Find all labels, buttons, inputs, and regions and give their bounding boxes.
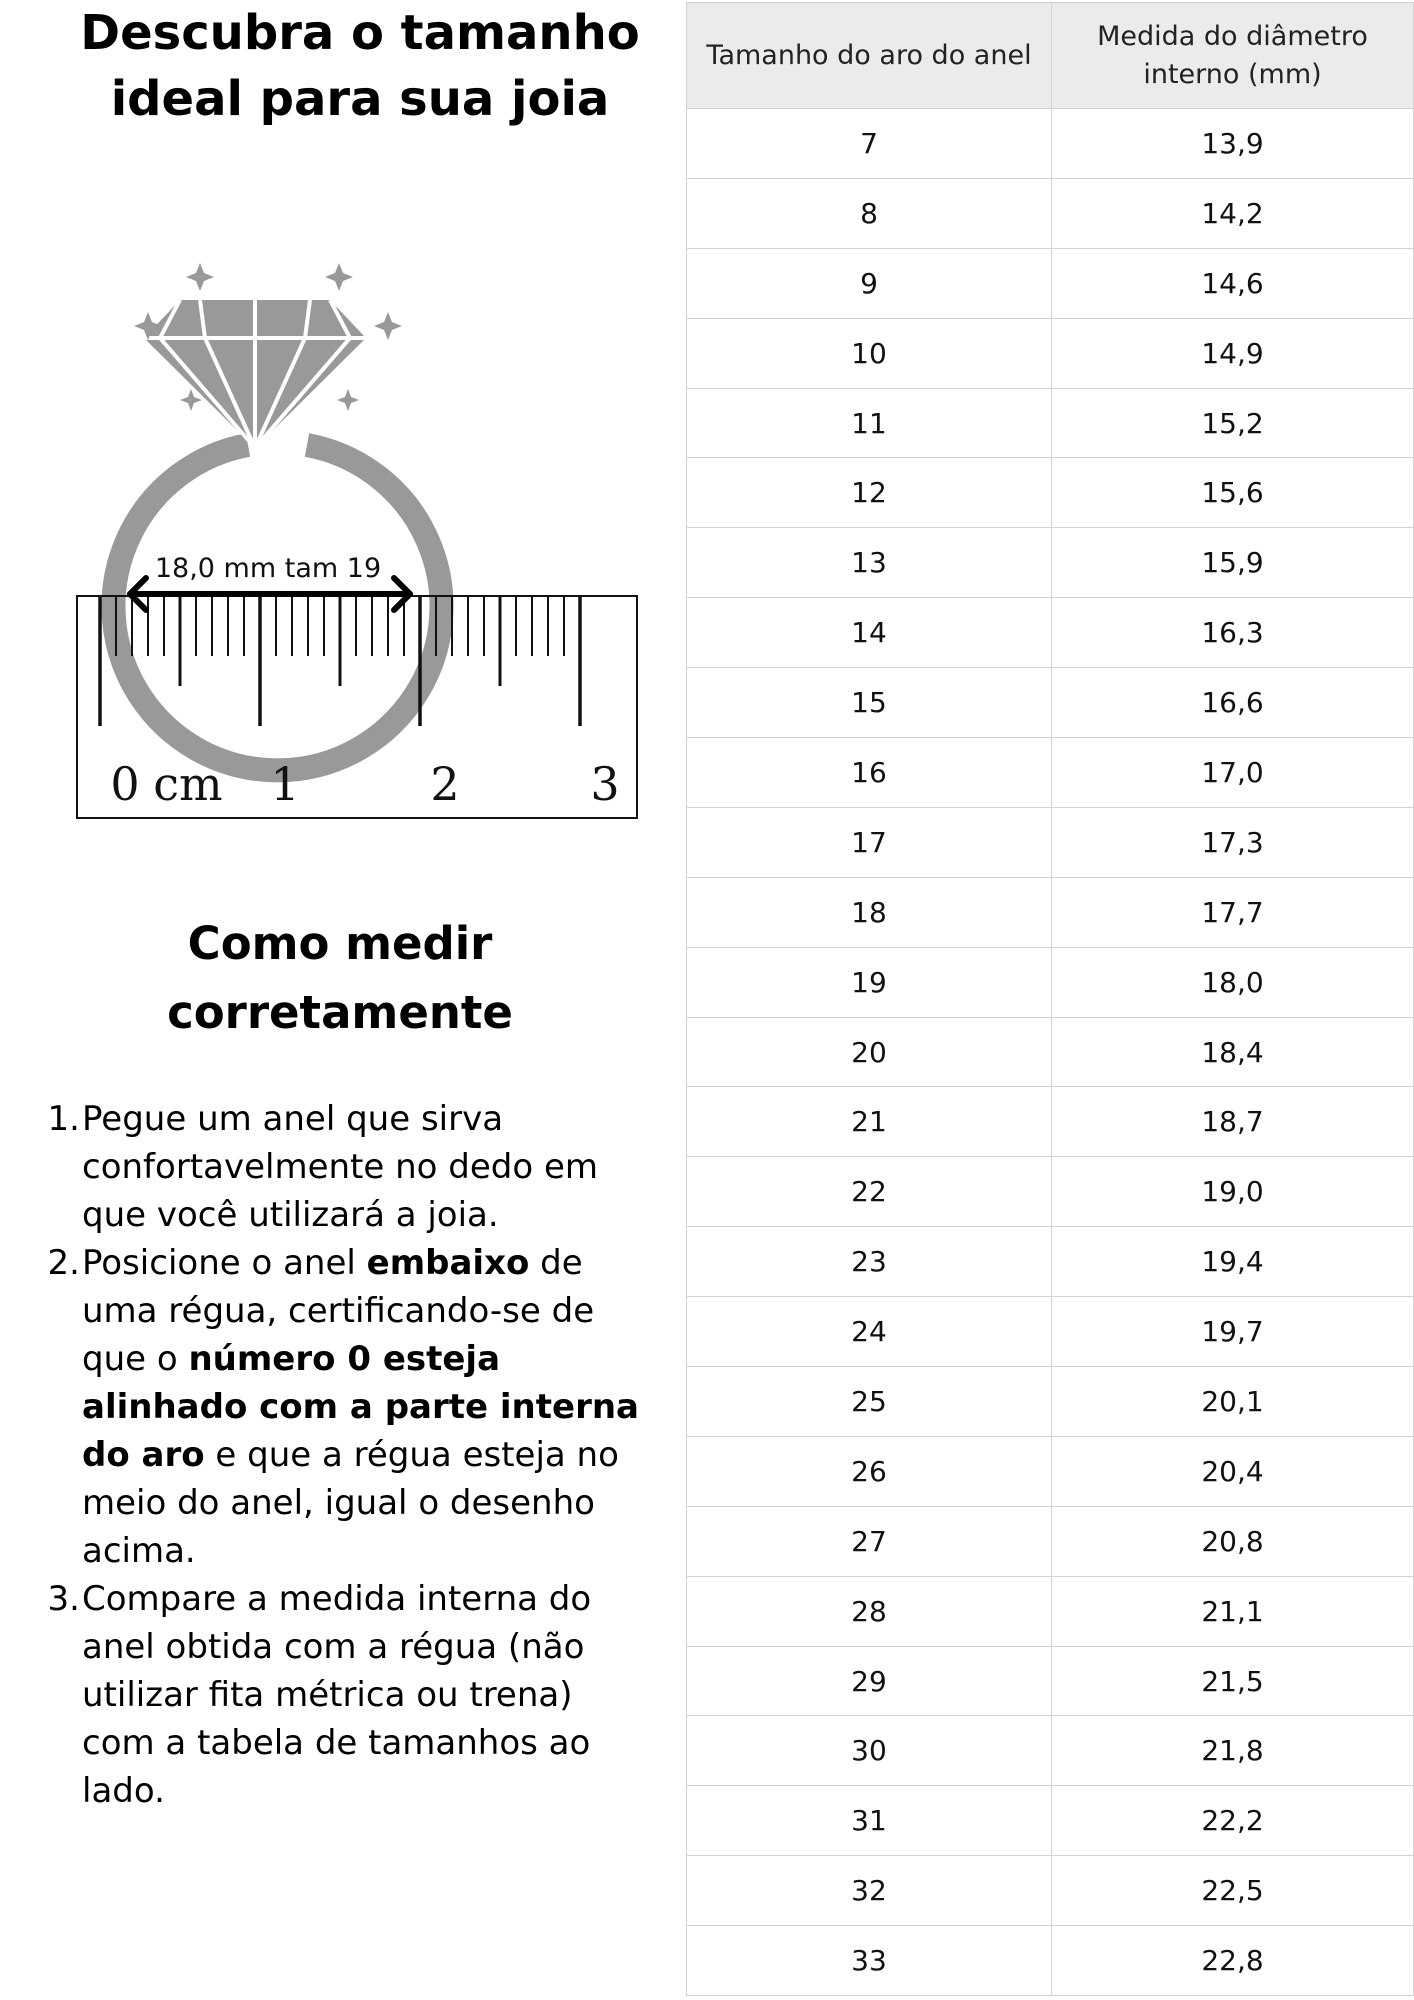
- ring-size-cell: 27: [687, 1507, 1052, 1576]
- table-row: [686, 1856, 1414, 1926]
- diameter-cell: 14,2: [1201, 196, 1264, 230]
- table-row: [686, 1227, 1414, 1297]
- ring-size-cell: 31: [687, 1786, 1052, 1855]
- table-row: [686, 1577, 1414, 1647]
- table-row: [686, 1647, 1414, 1717]
- ring-size-cell: 16: [687, 738, 1052, 807]
- ring-size-cell: 8: [687, 179, 1052, 248]
- ring-size-cell: 12: [687, 458, 1052, 527]
- diameter-cell: 17,7: [1201, 895, 1264, 929]
- diameter-cell: 15,2: [1201, 406, 1264, 440]
- ring-size-cell: 28: [687, 1577, 1052, 1646]
- ring-size-cell: 9: [687, 249, 1052, 318]
- table-row: [686, 319, 1414, 389]
- step-emphasis: embaixo: [366, 1243, 530, 1283]
- step-emphasis: número 0 esteja alinhado com a parte interna do aro: [82, 1339, 639, 1475]
- ring-size-cell: 32: [687, 1856, 1052, 1925]
- diameter-cell: 18,0: [1201, 965, 1264, 999]
- ring-size-cell: 17: [687, 808, 1052, 877]
- page-title-line2: ideal para sua joia: [110, 71, 610, 127]
- step-number: 1.: [47, 1099, 80, 1139]
- diameter-cell: 19,7: [1201, 1315, 1264, 1349]
- section-title-line1: Como medir: [187, 917, 493, 970]
- table-row: [686, 1926, 1414, 1996]
- diameter-cell: 20,4: [1201, 1454, 1264, 1488]
- diameter-cell: 14,9: [1201, 336, 1264, 370]
- list-item: [40, 1575, 645, 1815]
- step-number: 3.: [47, 1579, 80, 1619]
- table-row: [686, 179, 1414, 249]
- table-row: [686, 249, 1414, 319]
- diameter-cell: 17,0: [1201, 755, 1264, 789]
- ring-size-cell: 20: [687, 1018, 1052, 1087]
- step-text-part: Pegue um anel que sirva confortavelmente no dedo em que você utilizará a joia.: [82, 1099, 598, 1235]
- table-row: [686, 1018, 1414, 1088]
- table-row: [686, 1786, 1414, 1856]
- step-text: [82, 1239, 645, 1575]
- ring-size-cell: 29: [687, 1647, 1052, 1716]
- table-body: [686, 109, 1414, 1996]
- step-text: [82, 1575, 645, 1815]
- list-item: [40, 1239, 645, 1575]
- step-text-part: Posicione o anel: [82, 1243, 367, 1283]
- diameter-cell: 22,8: [1201, 1944, 1264, 1978]
- ring-size-cell: 11: [687, 389, 1052, 458]
- diameter-cell: 21,5: [1201, 1664, 1264, 1698]
- table-row: [686, 1437, 1414, 1507]
- section-title: [40, 909, 640, 1047]
- instructions-list: [40, 1095, 645, 1815]
- diameter-cell: 16,3: [1201, 616, 1264, 650]
- column-header-size: Tamanho do aro do anel: [687, 3, 1052, 108]
- ruler-label-three: 3: [590, 757, 620, 811]
- table-row: [686, 1157, 1414, 1227]
- ring-size-cell: 7: [687, 109, 1052, 178]
- ring-ruler-illustration: [60, 250, 660, 830]
- table-row: [686, 109, 1414, 179]
- ring-size-cell: 30: [687, 1716, 1052, 1785]
- ring-size-cell: 24: [687, 1297, 1052, 1366]
- step-number: 2.: [47, 1243, 80, 1283]
- diameter-cell: 21,1: [1201, 1594, 1264, 1628]
- table-header: [686, 2, 1414, 109]
- table-row: [686, 878, 1414, 948]
- diameter-cell: 15,6: [1201, 476, 1264, 510]
- table-row: [686, 389, 1414, 459]
- size-table: [686, 2, 1414, 1998]
- diameter-cell: 19,4: [1201, 1245, 1264, 1279]
- diameter-cell: 22,5: [1201, 1874, 1264, 1908]
- page-title: [40, 0, 680, 132]
- list-item: [40, 1095, 645, 1239]
- ring-icon: [114, 300, 442, 770]
- table-row: [686, 948, 1414, 1018]
- ruler-label-zero: 0: [110, 757, 140, 811]
- diameter-cell: 18,7: [1201, 1105, 1264, 1139]
- section-title-line2: corretamente: [167, 986, 513, 1039]
- table-row: [686, 1507, 1414, 1577]
- ring-size-cell: 21: [687, 1087, 1052, 1156]
- ring-size-cell: 26: [687, 1437, 1052, 1506]
- step-text-part: Compare a medida interna do anel obtida com a régua (não utilizar fita métrica ou trena) com a tabela de tamanhos ao lado.: [82, 1579, 592, 1811]
- diameter-cell: 14,6: [1201, 266, 1264, 300]
- diameter-cell: 18,4: [1201, 1035, 1264, 1069]
- table-row: [686, 808, 1414, 878]
- diameter-cell: 20,1: [1201, 1384, 1264, 1418]
- table-row: [686, 598, 1414, 668]
- ring-size-cell: 10: [687, 319, 1052, 388]
- ring-size-cell: 19: [687, 948, 1052, 1017]
- ruler-label-unit: cm: [153, 757, 223, 811]
- diameter-cell: 16,6: [1201, 686, 1264, 720]
- ruler-ticks: [100, 596, 580, 726]
- diameter-cell: 22,2: [1201, 1804, 1264, 1838]
- table-row: [686, 1297, 1414, 1367]
- table-row: [686, 458, 1414, 528]
- ruler-label-one: 1: [270, 757, 300, 811]
- table-row: [686, 738, 1414, 808]
- ring-size-cell: 33: [687, 1926, 1052, 1995]
- table-row: [686, 528, 1414, 598]
- table-row: [686, 668, 1414, 738]
- ring-size-cell: 14: [687, 598, 1052, 667]
- ring-size-cell: 22: [687, 1157, 1052, 1226]
- table-row: [686, 1367, 1414, 1437]
- ring-size-cell: 15: [687, 668, 1052, 737]
- step-text-part: de uma régua, certificando-se de que o: [82, 1243, 595, 1379]
- page-title-line1: Descubra o tamanho: [80, 5, 640, 61]
- diameter-cell: 13,9: [1201, 126, 1264, 160]
- table-row: [686, 1087, 1414, 1157]
- diameter-cell: 17,3: [1201, 825, 1264, 859]
- measure-label: 18,0 mm tam 19: [154, 553, 382, 584]
- step-text-part: e que a régua esteja no meio do anel, igual o desenho acima.: [82, 1435, 619, 1571]
- step-text: [82, 1095, 645, 1239]
- ring-size-cell: 25: [687, 1367, 1052, 1436]
- column-header-diameter: Medida do diâmetro interno (mm): [1097, 20, 1368, 90]
- ring-size-cell: 18: [687, 878, 1052, 947]
- diameter-cell: 19,0: [1201, 1175, 1264, 1209]
- table-row: [686, 1716, 1414, 1786]
- ring-size-cell: 23: [687, 1227, 1052, 1296]
- diameter-cell: 20,8: [1201, 1524, 1264, 1558]
- diameter-cell: 21,8: [1201, 1734, 1264, 1768]
- ruler-label-two: 2: [430, 757, 460, 811]
- diameter-cell: 15,9: [1201, 546, 1264, 580]
- ring-size-cell: 13: [687, 528, 1052, 597]
